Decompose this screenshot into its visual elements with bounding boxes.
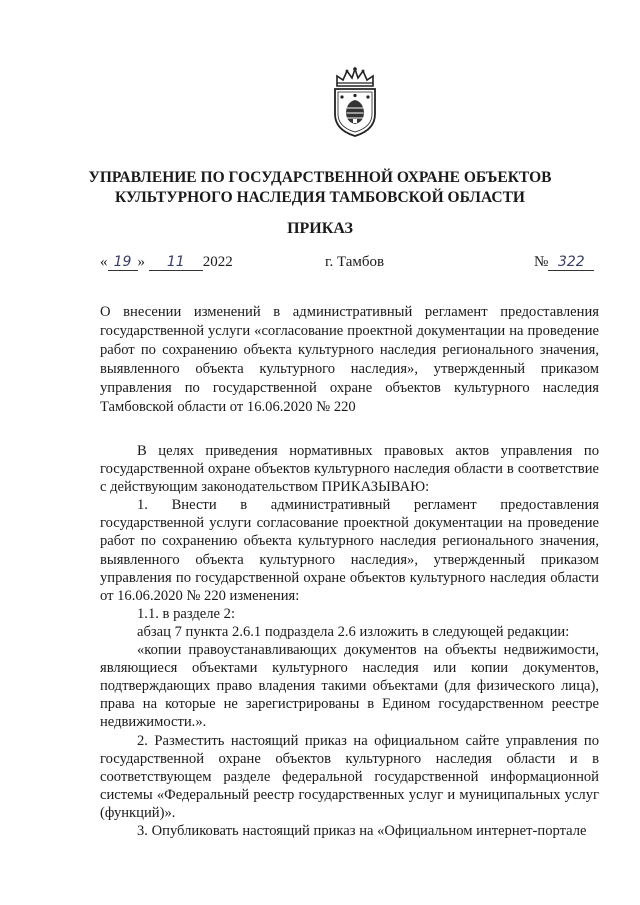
order-number (534, 254, 594, 271)
paragraph-item-1-1: 1.1. в разделе 2: (137, 605, 236, 622)
agency-name (60, 168, 580, 208)
order-body (100, 442, 599, 840)
order-subject: О внесении изменений в административный регламент предоставления государственной услуги «согласование проектной документации на проведение работ по сохранению объекта культурного наследия регионального значения, выявленного объекта культурного наследия», утвержденный приказом управления по государственной охране объектов культурного наследия Тамбовской области от 16.06.2020 № 220 (100, 304, 599, 415)
coat-of-arms-icon (329, 66, 381, 138)
agency-name-line-2: КУЛЬТУРНОГО НАСЛЕДИЯ ТАМБОВСКОЙ ОБЛАСТИ (115, 189, 525, 206)
document-type: ПРИКАЗ (287, 220, 353, 237)
date-year: 2022 (202, 254, 233, 270)
paragraph-quoted-text: «копии правоустанавливающих документов на объекты недвижимости, являющиеся объектами культурного наследия или копии документов, подтверждающих право владения такими объектами (для физического лица), права на которые не зарегистрированы в Едином государственном реестре недвижимости.». (100, 642, 599, 731)
date-day: 19 (108, 254, 138, 271)
date-quote-open: « (100, 254, 108, 270)
date-quote-close: » (137, 254, 145, 270)
order-date (100, 254, 233, 271)
paragraph-item-1-1-detail: абзац 7 пункта 2.6.1 подраздела 2.6 изложить в следующей редакции: (137, 623, 570, 640)
date-month: 11 (149, 254, 203, 271)
order-city: г. Тамбов (325, 254, 385, 270)
paragraph-item-2: 2. Разместить настоящий приказ на официальном сайте управления по государственной охране объектов культурного наследия области и в соответствующем разделе федеральной государственной информационной системы «Федеральный реестр государственных услуг и муниципальных услуг (функций)». (100, 732, 599, 821)
paragraph-item-3: 3. Опубликовать настоящий приказ на «Официальном интернет-портале (137, 822, 587, 839)
paragraph-preamble: В целях приведения нормативных правовых актов управления по государственной охране объектов культурного наследия области в соответствие с действующим законодательством ПРИКАЗЫВАЮ: (100, 443, 599, 496)
paragraph-item-1: 1. Внести в административный регламент предоставления государственной услуги согласование проектной документации на проведение работ по сохранению объекта культурного наследия регионального значения, выявленного объекта культурного наследия», утвержденный приказом управления по государственной охране объектов культурного наследия области от 16.06.2020 № 220 изменения: (100, 497, 599, 604)
agency-name-line-1: УПРАВЛЕНИЕ ПО ГОСУДАРСТВЕННОЙ ОХРАНЕ ОБЪЕКТОВ (88, 169, 552, 186)
number-value: 322 (548, 254, 594, 271)
number-sign: № (534, 254, 549, 270)
